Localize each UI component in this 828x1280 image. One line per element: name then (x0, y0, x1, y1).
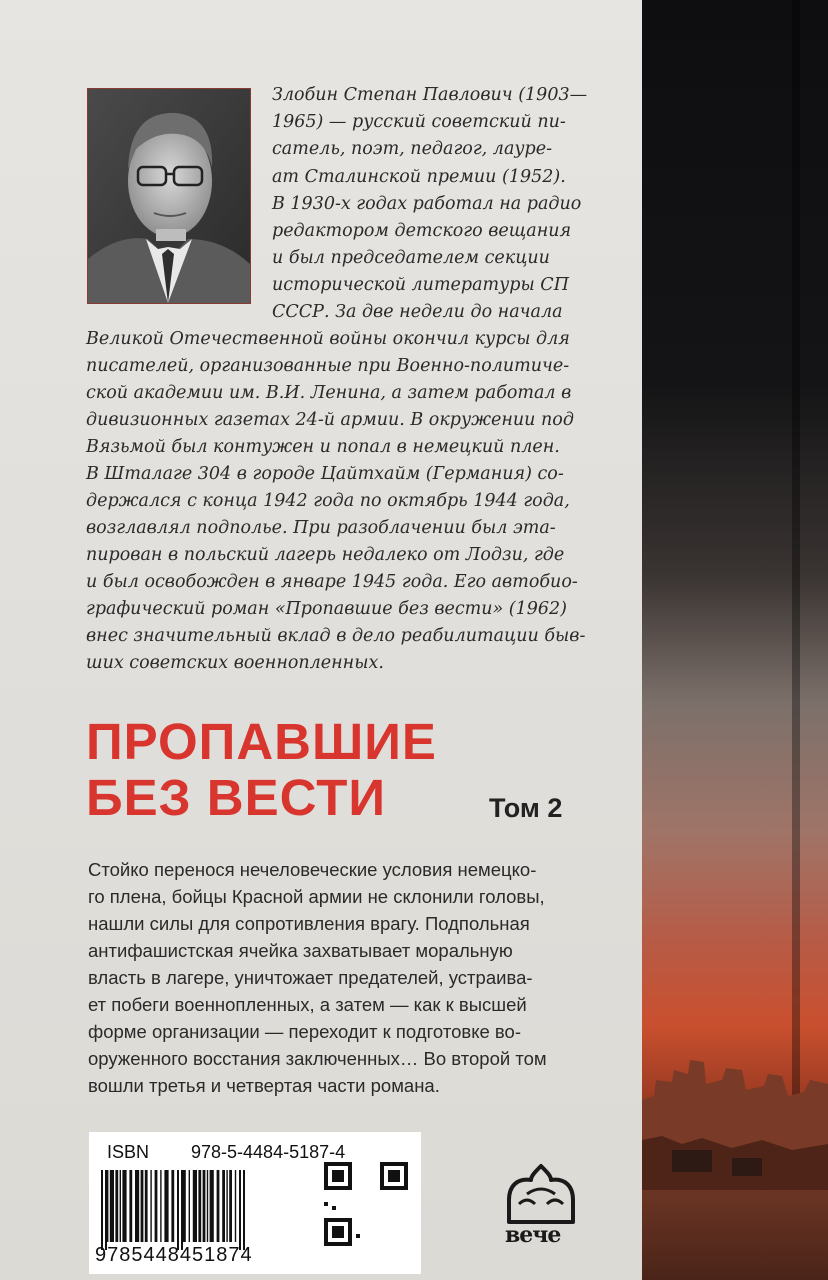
ean-number: 9785448451874 (95, 1244, 253, 1266)
bio-line: СССР. За две недели до начала (272, 302, 563, 322)
bio-line: редактором детского вещания (272, 221, 572, 241)
description-line: нашли силы для сопротивления врагу. Подпольная (88, 913, 530, 934)
bio-line: и был председателем секции (272, 248, 550, 268)
bio-line: Великой Отечественной войны окончил курсы для (86, 329, 570, 349)
book-title-line-1: ПРОПАВШИЕ (86, 713, 437, 770)
book-title-line-2: БЕЗ ВЕСТИ (86, 769, 387, 826)
description-line: оруженного восстания заключенных… Во второй том (88, 1048, 547, 1069)
description-line: го плена, бойцы Красной армии не склонили головы, (88, 886, 545, 907)
isbn-label: ISBN (107, 1142, 150, 1162)
spine-ground (642, 1190, 828, 1280)
ruins-silhouette (642, 1040, 828, 1210)
bio-line: держался с конца 1942 года по октябрь 1944 года, (86, 491, 570, 511)
bio-line: и был освобожден в январе 1945 года. Его автобио- (86, 572, 578, 592)
bio-line: графический роман «Пропавшие без вести» (1962) (86, 599, 567, 619)
bio-line: ших советских военнопленных. (86, 653, 384, 673)
description-line: вошли третья и четвертая части романа. (88, 1075, 440, 1096)
bio-line: писателей, организованные при Военно-политиче- (86, 356, 570, 376)
description-line: форме организации — переходит к подготовке во- (88, 1021, 521, 1042)
qr-code (324, 1162, 408, 1246)
bio-line: ской академии им. В.И. Ленина, а затем работал в (86, 383, 572, 403)
volume-label: Том 2 (489, 793, 563, 823)
isbn-number: 978-5-4484-5187-4 (191, 1142, 346, 1162)
bio-line: Злобин Степан Павлович (1903— (272, 85, 588, 105)
description-line: ет побеги военнопленных, а затем — как к высшей (88, 994, 527, 1015)
bio-line: пирован в польский лагерь недалеко от Лодзи, где (86, 545, 565, 565)
bio-line: дивизионных газетах 24-й армии. В окружении под (86, 410, 574, 430)
description-line: власть в лагере, уничтожает предателей, устраива- (88, 967, 533, 988)
author-photo (87, 88, 251, 304)
spine-artwork (642, 0, 828, 1280)
bio-line: В Шталаге 304 в городе Цайтхайм (Германия) со- (86, 464, 564, 484)
bio-line: ат Сталинской премии (1952). (272, 167, 566, 187)
bio-line: Вязьмой был контужен и попал в немецкий плен. (86, 437, 560, 457)
publisher-name: вече (505, 1222, 561, 1248)
bio-line: исторической литературы СП (272, 275, 569, 295)
barcode-panel (89, 1132, 421, 1274)
description-line: антифашистская ячейка захватывает моральную (88, 940, 513, 961)
barcode-bars (99, 1170, 309, 1250)
description-line: Стойко перенося нечеловеческие условия немецко- (88, 859, 537, 880)
bio-line: 1965) — русский советский пи- (272, 112, 566, 132)
bio-line: сатель, поэт, педагог, лауре- (272, 139, 553, 159)
bio-line: возглавлял подполье. При разоблачении был эта- (86, 518, 556, 538)
bio-line: В 1930-х годах работал на радио (272, 194, 582, 214)
bio-line: внес значительный вклад в дело реабилитации быв- (86, 626, 586, 646)
